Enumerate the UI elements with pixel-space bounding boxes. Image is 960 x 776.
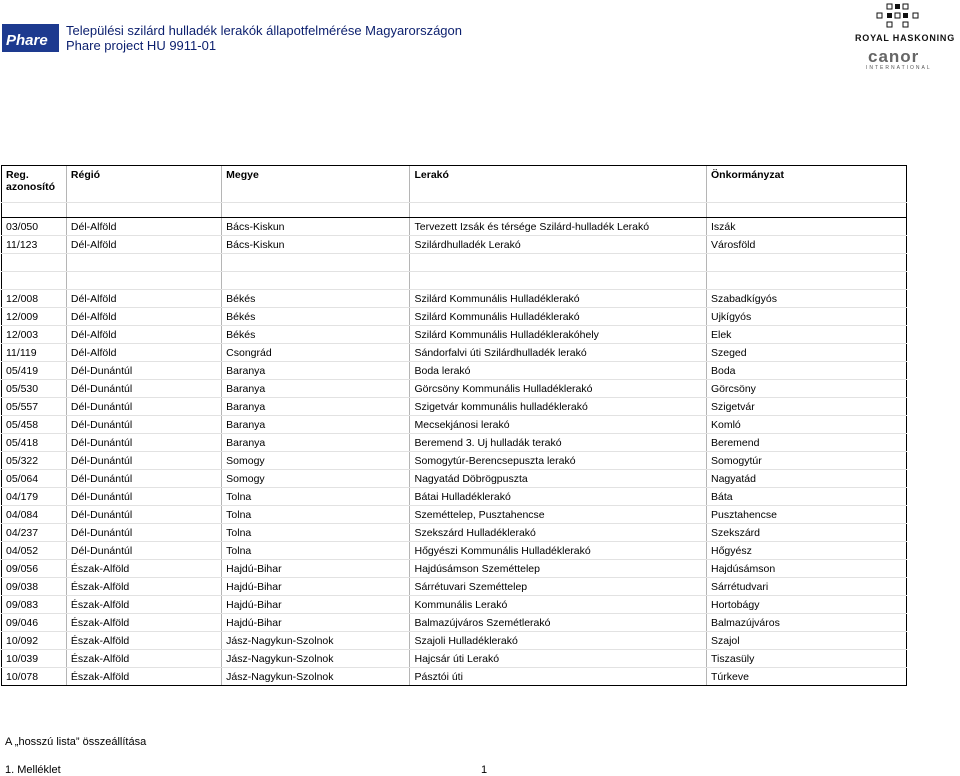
cell-county: Hajdú-Bihar bbox=[222, 560, 410, 578]
cell-reg-id: 04/179 bbox=[2, 488, 67, 506]
cell-municipality: Beremend bbox=[707, 434, 907, 452]
cell-county: Tolna bbox=[222, 506, 410, 524]
cell-county: Somogy bbox=[222, 470, 410, 488]
cell-region: Dél-Alföld bbox=[66, 308, 221, 326]
table-row bbox=[2, 542, 907, 560]
cell-region: Dél-Alföld bbox=[66, 218, 221, 236]
table-row bbox=[2, 416, 907, 434]
empty-cell bbox=[2, 254, 67, 272]
cell-county: Baranya bbox=[222, 416, 410, 434]
cell-reg-id: 10/039 bbox=[2, 650, 67, 668]
table-row bbox=[2, 488, 907, 506]
cell-municipality: Hőgyész bbox=[707, 542, 907, 560]
table-body bbox=[2, 203, 907, 686]
cell-region: Dél-Alföld bbox=[66, 344, 221, 362]
table-header-row bbox=[2, 166, 907, 203]
cell-reg-id: 05/458 bbox=[2, 416, 67, 434]
cell-municipality: Sárrétudvari bbox=[707, 578, 907, 596]
cell-municipality: Báta bbox=[707, 488, 907, 506]
cell-reg-id: 09/083 bbox=[2, 596, 67, 614]
cell-reg-id: 03/050 bbox=[2, 218, 67, 236]
empty-cell bbox=[66, 203, 221, 218]
landfill-table bbox=[1, 165, 907, 686]
table-row bbox=[2, 632, 907, 650]
cell-region: Dél-Dunántúl bbox=[66, 470, 221, 488]
cell-reg-id: 04/084 bbox=[2, 506, 67, 524]
cell-region: Észak-Alföld bbox=[66, 632, 221, 650]
cell-landfill: Szigetvár kommunális hulladéklerakó bbox=[410, 398, 707, 416]
cell-landfill: Balmazújváros Szemétlerakó bbox=[410, 614, 707, 632]
table-row bbox=[2, 434, 907, 452]
cell-region: Észak-Alföld bbox=[66, 560, 221, 578]
cell-region: Dél-Dunántúl bbox=[66, 488, 221, 506]
cell-municipality: Boda bbox=[707, 362, 907, 380]
cell-municipality: Szeged bbox=[707, 344, 907, 362]
empty-cell bbox=[410, 272, 707, 290]
table-row bbox=[2, 668, 907, 686]
cell-landfill: Kommunális Lerakó bbox=[410, 596, 707, 614]
empty-cell bbox=[707, 254, 907, 272]
cell-reg-id: 11/123 bbox=[2, 236, 67, 254]
cell-municipality: Balmazújváros bbox=[707, 614, 907, 632]
cell-reg-id: 09/056 bbox=[2, 560, 67, 578]
canor-logo-subtitle: INTERNATIONAL bbox=[866, 65, 932, 71]
cell-municipality: Görcsöny bbox=[707, 380, 907, 398]
cell-landfill: Hőgyészi Kommunális Hulladéklerakó bbox=[410, 542, 707, 560]
cell-municipality: Komló bbox=[707, 416, 907, 434]
cell-municipality: Somogytúr bbox=[707, 452, 907, 470]
royal-haskoning-logo-icon bbox=[871, 3, 921, 33]
cell-landfill: Sándorfalvi úti Szilárdhulladék lerakó bbox=[410, 344, 707, 362]
cell-county: Csongrád bbox=[222, 344, 410, 362]
col-header-landfill: Lerakó bbox=[410, 166, 707, 203]
empty-cell bbox=[222, 203, 410, 218]
cell-municipality: Szekszárd bbox=[707, 524, 907, 542]
table-row bbox=[2, 524, 907, 542]
cell-landfill: Görcsöny Kommunális Hulladéklerakó bbox=[410, 380, 707, 398]
cell-landfill: Szilárd Kommunális Hulladéklerakó bbox=[410, 308, 707, 326]
cell-landfill: Szeméttelep, Pusztahencse bbox=[410, 506, 707, 524]
cell-county: Hajdú-Bihar bbox=[222, 578, 410, 596]
cell-landfill: Szilárd Kommunális Hulladéklerakó bbox=[410, 290, 707, 308]
table-row bbox=[2, 290, 907, 308]
cell-reg-id: 11/119 bbox=[2, 344, 67, 362]
empty-cell bbox=[410, 254, 707, 272]
cell-landfill: Tervezett Izsák és térsége Szilárd-hulladék Lerakó bbox=[410, 218, 707, 236]
col-header-reg-id: Reg. azonosító bbox=[2, 166, 67, 203]
table-row bbox=[2, 236, 907, 254]
empty-cell bbox=[2, 272, 67, 290]
cell-landfill: Szilárd Kommunális Hulladéklerakóhely bbox=[410, 326, 707, 344]
empty-cell bbox=[66, 254, 221, 272]
table-row bbox=[2, 326, 907, 344]
cell-county: Jász-Nagykun-Szolnok bbox=[222, 668, 410, 686]
cell-landfill: Bátai Hulladéklerakó bbox=[410, 488, 707, 506]
cell-landfill: Sárrétuvari Szeméttelep bbox=[410, 578, 707, 596]
cell-reg-id: 09/038 bbox=[2, 578, 67, 596]
table-row bbox=[2, 596, 907, 614]
cell-municipality: Szajol bbox=[707, 632, 907, 650]
cell-region: Észak-Alföld bbox=[66, 650, 221, 668]
empty-cell bbox=[222, 272, 410, 290]
cell-county: Hajdú-Bihar bbox=[222, 614, 410, 632]
cell-reg-id: 05/322 bbox=[2, 452, 67, 470]
col-header-county: Megye bbox=[222, 166, 410, 203]
cell-reg-id: 05/064 bbox=[2, 470, 67, 488]
cell-municipality: Túrkeve bbox=[707, 668, 907, 686]
table-row bbox=[2, 380, 907, 398]
cell-reg-id: 10/078 bbox=[2, 668, 67, 686]
cell-municipality: Iszák bbox=[707, 218, 907, 236]
cell-municipality: Tiszasüly bbox=[707, 650, 907, 668]
table-row bbox=[2, 362, 907, 380]
table-row bbox=[2, 614, 907, 632]
table-row bbox=[2, 344, 907, 362]
cell-reg-id: 04/237 bbox=[2, 524, 67, 542]
cell-reg-id: 12/008 bbox=[2, 290, 67, 308]
cell-municipality: Szabadkígyós bbox=[707, 290, 907, 308]
cell-region: Dél-Dunántúl bbox=[66, 416, 221, 434]
cell-region: Észak-Alföld bbox=[66, 596, 221, 614]
page-number: 1 bbox=[481, 764, 488, 776]
cell-landfill: Boda lerakó bbox=[410, 362, 707, 380]
cell-region: Észak-Alföld bbox=[66, 668, 221, 686]
table-row bbox=[2, 452, 907, 470]
cell-reg-id: 05/557 bbox=[2, 398, 67, 416]
cell-county: Baranya bbox=[222, 380, 410, 398]
cell-county: Tolna bbox=[222, 542, 410, 560]
cell-county: Tolna bbox=[222, 524, 410, 542]
cell-county: Békés bbox=[222, 326, 410, 344]
cell-region: Dél-Dunántúl bbox=[66, 542, 221, 560]
empty-cell bbox=[410, 203, 707, 218]
empty-cell bbox=[707, 203, 907, 218]
col-header-region: Régió bbox=[66, 166, 221, 203]
cell-municipality: Hortobágy bbox=[707, 596, 907, 614]
empty-cell bbox=[66, 272, 221, 290]
cell-reg-id: 05/418 bbox=[2, 434, 67, 452]
cell-region: Dél-Dunántúl bbox=[66, 452, 221, 470]
canor-logo: canor bbox=[868, 47, 920, 66]
table-row bbox=[2, 560, 907, 578]
cell-county: Baranya bbox=[222, 398, 410, 416]
cell-municipality: Elek bbox=[707, 326, 907, 344]
table-blank-row bbox=[2, 254, 907, 272]
table-row bbox=[2, 218, 907, 236]
cell-reg-id: 04/052 bbox=[2, 542, 67, 560]
cell-municipality: Nagyatád bbox=[707, 470, 907, 488]
phare-logo-text: Phare bbox=[6, 32, 48, 49]
cell-county: Hajdú-Bihar bbox=[222, 596, 410, 614]
table-row bbox=[2, 650, 907, 668]
cell-landfill: Szekszárd Hulladéklerakó bbox=[410, 524, 707, 542]
cell-reg-id: 05/419 bbox=[2, 362, 67, 380]
cell-region: Dél-Dunántúl bbox=[66, 506, 221, 524]
table-blank-row bbox=[2, 272, 907, 290]
table-row bbox=[2, 470, 907, 488]
cell-landfill: Beremend 3. Uj hulladák terakó bbox=[410, 434, 707, 452]
cell-county: Baranya bbox=[222, 434, 410, 452]
cell-landfill: Szilárdhulladék Lerakó bbox=[410, 236, 707, 254]
cell-landfill: Hajdúsámson Szeméttelep bbox=[410, 560, 707, 578]
cell-county: Bács-Kiskun bbox=[222, 218, 410, 236]
cell-county: Bács-Kiskun bbox=[222, 236, 410, 254]
cell-reg-id: 12/009 bbox=[2, 308, 67, 326]
cell-reg-id: 09/046 bbox=[2, 614, 67, 632]
cell-municipality: Hajdúsámson bbox=[707, 560, 907, 578]
col-header-municipality: Önkormányzat bbox=[707, 166, 907, 203]
cell-region: Dél-Dunántúl bbox=[66, 380, 221, 398]
footer-caption: A „hosszú lista” összeállítása bbox=[5, 736, 147, 748]
footer-appendix: 1. Melléklet bbox=[5, 764, 61, 776]
cell-region: Dél-Dunántúl bbox=[66, 434, 221, 452]
royal-haskoning-label: ROYAL HASKONING bbox=[855, 33, 956, 43]
cell-municipality: Városföld bbox=[707, 236, 907, 254]
cell-region: Dél-Dunántúl bbox=[66, 524, 221, 542]
table-row bbox=[2, 506, 907, 524]
table-separator-row bbox=[2, 203, 907, 218]
table-row bbox=[2, 308, 907, 326]
document-subtitle: Phare project HU 9911-01 bbox=[66, 38, 217, 53]
cell-landfill: Szajoli Hulladéklerakó bbox=[410, 632, 707, 650]
cell-region: Dél-Alföld bbox=[66, 326, 221, 344]
cell-county: Jász-Nagykun-Szolnok bbox=[222, 650, 410, 668]
cell-landfill: Hajcsár úti Lerakó bbox=[410, 650, 707, 668]
cell-region: Dél-Alföld bbox=[66, 236, 221, 254]
cell-reg-id: 10/092 bbox=[2, 632, 67, 650]
cell-landfill: Somogytúr-Berencsepuszta lerakó bbox=[410, 452, 707, 470]
empty-cell bbox=[707, 272, 907, 290]
cell-region: Észak-Alföld bbox=[66, 578, 221, 596]
cell-municipality: Pusztahencse bbox=[707, 506, 907, 524]
cell-region: Dél-Alföld bbox=[66, 290, 221, 308]
cell-county: Tolna bbox=[222, 488, 410, 506]
cell-municipality: Ujkígyós bbox=[707, 308, 907, 326]
empty-cell bbox=[222, 254, 410, 272]
table-row bbox=[2, 578, 907, 596]
cell-reg-id: 12/003 bbox=[2, 326, 67, 344]
cell-county: Békés bbox=[222, 290, 410, 308]
cell-municipality: Szigetvár bbox=[707, 398, 907, 416]
cell-landfill: Mecsekjánosi lerakó bbox=[410, 416, 707, 434]
cell-landfill: Nagyatád Döbrögpuszta bbox=[410, 470, 707, 488]
document-title: Települési szilárd hulladék lerakók állapotfelmérése Magyarországon bbox=[66, 23, 462, 38]
cell-region: Dél-Dunántúl bbox=[66, 398, 221, 416]
cell-county: Békés bbox=[222, 308, 410, 326]
empty-cell bbox=[2, 203, 67, 218]
cell-landfill: Pásztói úti bbox=[410, 668, 707, 686]
cell-region: Észak-Alföld bbox=[66, 614, 221, 632]
cell-reg-id: 05/530 bbox=[2, 380, 67, 398]
cell-county: Baranya bbox=[222, 362, 410, 380]
cell-county: Somogy bbox=[222, 452, 410, 470]
table-row bbox=[2, 398, 907, 416]
cell-region: Dél-Dunántúl bbox=[66, 362, 221, 380]
cell-county: Jász-Nagykun-Szolnok bbox=[222, 632, 410, 650]
